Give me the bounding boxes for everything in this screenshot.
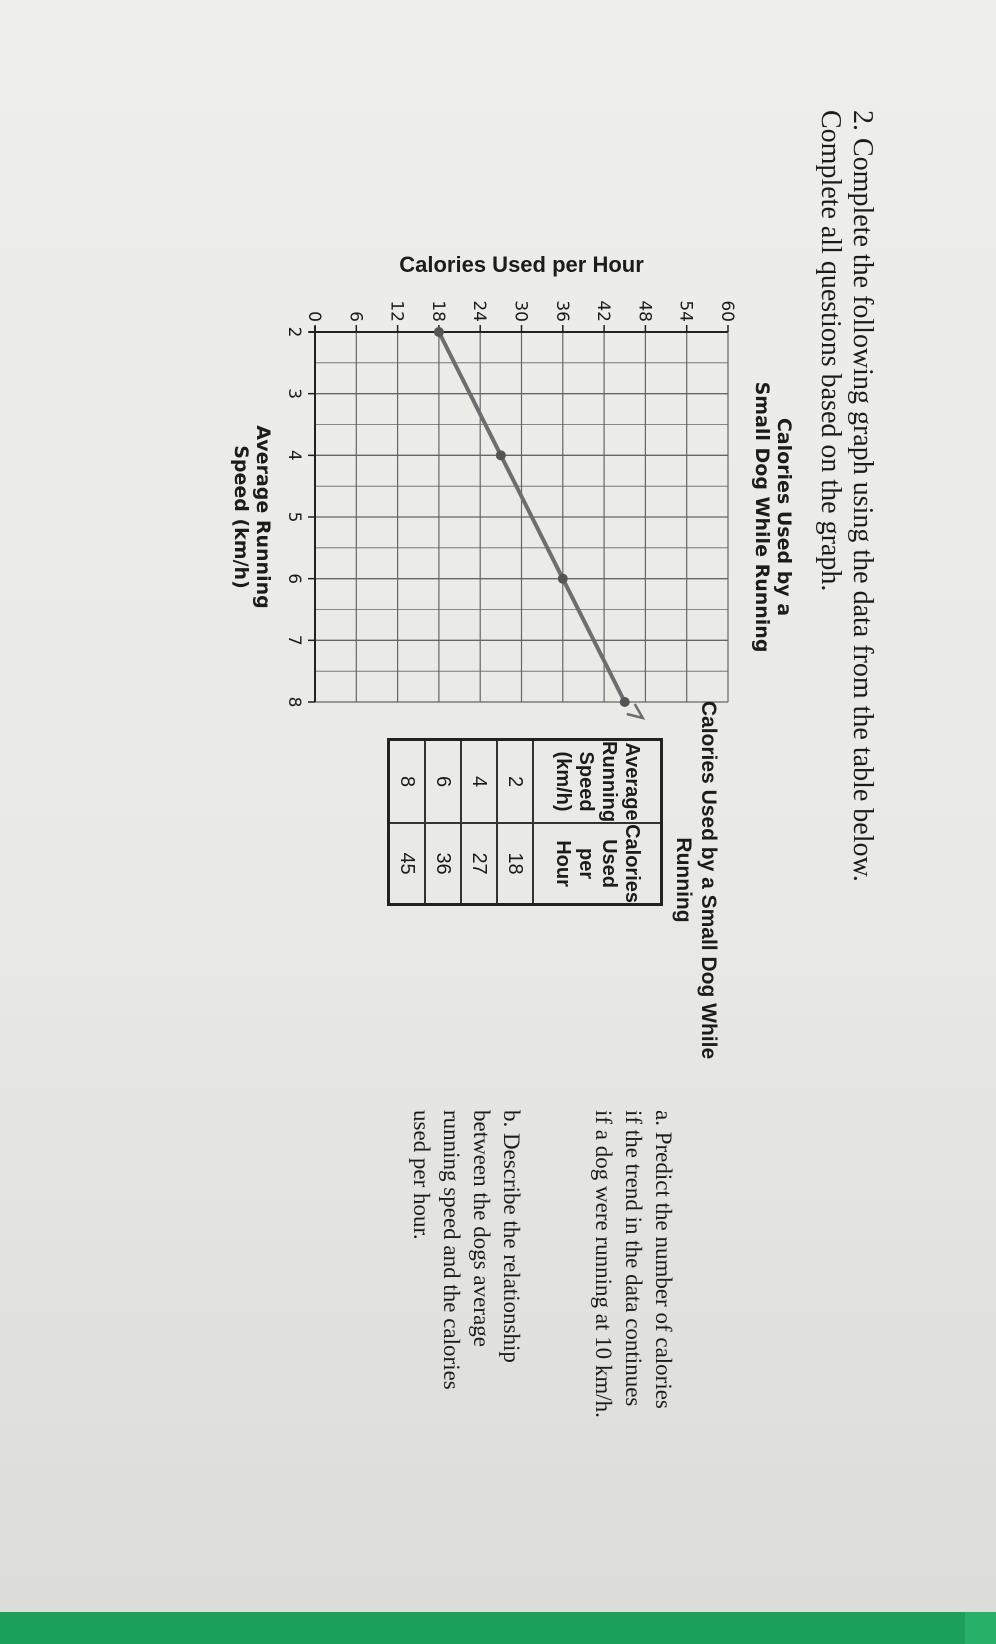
y-tick-label: 0 bbox=[304, 311, 324, 322]
y-tick-label: 42 bbox=[593, 300, 614, 322]
table-title: Calories Used by a Small Dog While Running bbox=[672, 700, 720, 1060]
table-cell-calories: 45 bbox=[389, 823, 426, 904]
data-table bbox=[387, 738, 663, 906]
data-point bbox=[558, 574, 568, 584]
question-b: b. Describe the relationship between the dogs average running speed and the calories used per hour. bbox=[409, 1110, 524, 1390]
x-axis-label-line-1: Average Running bbox=[252, 425, 274, 609]
y-tick-label: 18 bbox=[427, 300, 448, 322]
table-row bbox=[425, 740, 461, 905]
y-tick-label: 48 bbox=[634, 300, 655, 322]
table-row bbox=[389, 740, 426, 905]
table-cell-speed: 2 bbox=[497, 740, 533, 824]
x-axis-label-line-2: Speed (km/h) bbox=[230, 445, 252, 589]
x-tick-label: 7 bbox=[284, 634, 304, 646]
y-tick-label: 36 bbox=[551, 300, 572, 322]
question-prompt: 2. Complete the following graph using the data from the table below. Complete all questions based on the graph. bbox=[815, 110, 878, 882]
data-point bbox=[496, 450, 506, 460]
table-row bbox=[497, 740, 533, 905]
y-tick-label: 6 bbox=[345, 311, 366, 322]
table-cell-calories: 18 bbox=[497, 823, 533, 904]
table-row bbox=[461, 740, 497, 905]
table-cell-speed: 6 bbox=[425, 740, 461, 824]
question-a: a. Predict the number of calories if the trend in the data continues if a dog were running at 10 km/h. bbox=[591, 1110, 676, 1418]
chart-title-line-1: Calories Used by a bbox=[773, 417, 795, 617]
table-cell-calories: 27 bbox=[461, 823, 497, 904]
y-tick-label: 60 bbox=[717, 300, 737, 322]
x-axis-label bbox=[230, 425, 274, 608]
table-header-row bbox=[533, 740, 662, 905]
table-cell-speed: 8 bbox=[389, 740, 426, 824]
y-tick-label: 12 bbox=[386, 300, 407, 322]
table-header-calories: Calories Used per Hour bbox=[533, 823, 662, 904]
y-tick-label: 54 bbox=[675, 300, 696, 322]
table-cell-calories: 36 bbox=[425, 823, 461, 904]
chart-title-line-2: Small Dog While Running bbox=[751, 381, 773, 653]
y-tick-label: 24 bbox=[469, 300, 490, 322]
table-header-speed: Average Running Speed (km/h) bbox=[533, 740, 662, 824]
x-tick-label: 3 bbox=[284, 388, 304, 400]
data-point bbox=[434, 327, 444, 337]
x-tick-label: 8 bbox=[284, 696, 304, 708]
x-tick-label: 5 bbox=[284, 511, 304, 523]
chart-title bbox=[751, 382, 795, 653]
table-cell-speed: 4 bbox=[461, 740, 497, 824]
line-arrow-icon bbox=[627, 704, 643, 718]
data-point bbox=[620, 697, 630, 707]
y-axis-label: Calories Used per Hour bbox=[399, 252, 644, 277]
x-tick-label: 6 bbox=[284, 573, 304, 585]
x-tick-label: 2 bbox=[284, 326, 304, 338]
y-tick-label: 30 bbox=[510, 300, 531, 322]
x-tick-label: 4 bbox=[284, 449, 304, 461]
